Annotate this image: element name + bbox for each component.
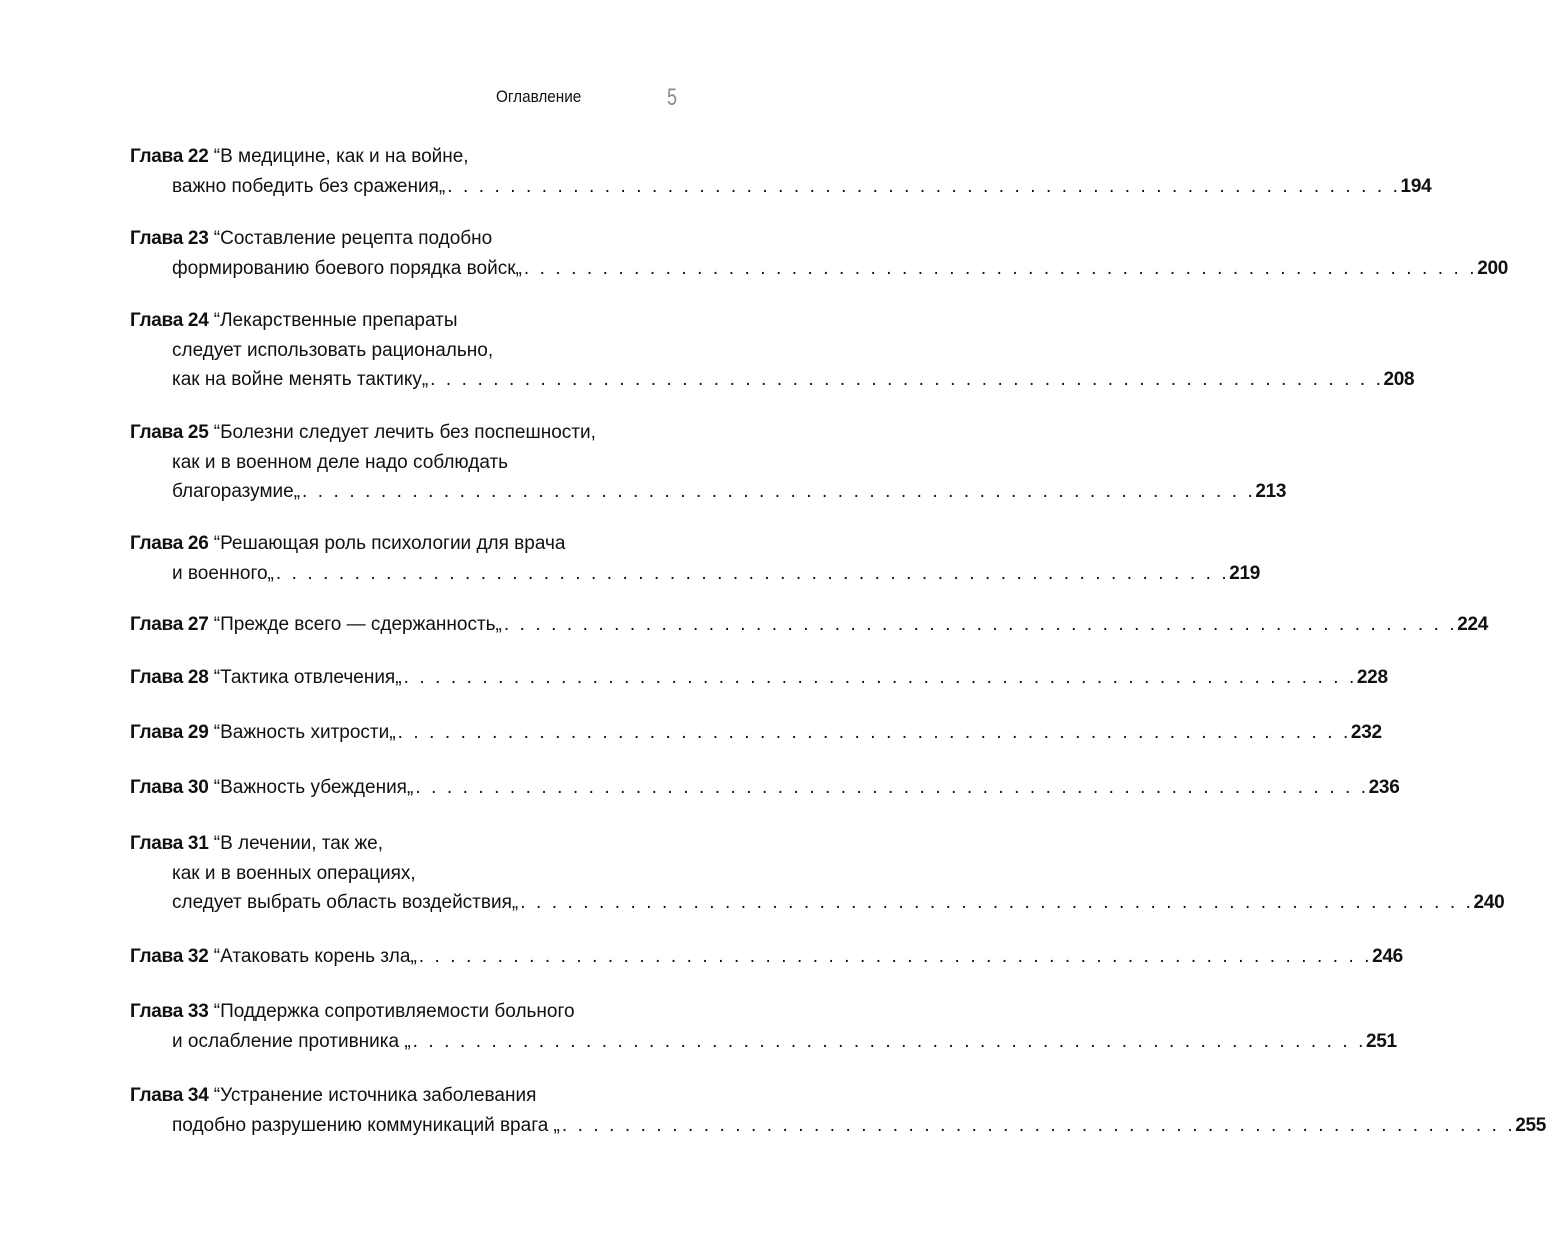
page-reference[interactable]: 255 — [1515, 1114, 1546, 1136]
chapter-title-text: благоразумие„ — [172, 481, 301, 502]
chapter-label: Глава 25 — [130, 422, 209, 443]
dot-leader: . . . . . . . . . . . . . . . . . . . . . . . . . . . . . . . . . . . . . . . . . . . . . . . . . . . . . . . . . . . . . — [523, 257, 1478, 279]
toc-entry-line — [130, 663, 1388, 693]
toc-entry-line — [130, 997, 620, 1027]
toc-entry[interactable] — [130, 942, 1403, 972]
chapter-title-text: и военного„ — [172, 562, 274, 584]
toc-entry[interactable] — [130, 773, 1400, 803]
toc-entry-line — [130, 1027, 1397, 1057]
chapter-title-text: “Атаковать корень зла„ — [213, 946, 417, 967]
dot-leader: . . . . . . . . . . . . . . . . . . . . . . . . . . . . . . . . . . . . . . . . . . . . . . . . . . . . . . . . . . . . . — [520, 892, 1474, 913]
chapter-title-text: “Болезни следует лечить без поспешности, — [213, 422, 596, 443]
toc-entry[interactable] — [130, 1081, 1546, 1140]
chapter-title-text: как и в военном деле надо соблюдать — [172, 451, 509, 473]
toc-entry-line — [130, 477, 1287, 507]
chapter-title-text: важно победить без сражения„ — [172, 175, 446, 197]
chapter-title-text: “Прежде всего — сдержанность„ — [213, 614, 502, 635]
chapter-title-text: “Устранение источника заболевания — [213, 1085, 537, 1106]
page-reference[interactable]: 246 — [1372, 946, 1403, 967]
chapter-label: Глава 34 — [130, 1085, 209, 1106]
chapter-label: Глава 26 — [130, 533, 209, 554]
chapter-label: Глава 28 — [130, 667, 209, 688]
page-reference[interactable]: 219 — [1229, 562, 1261, 584]
chapter-title-text: как на войне менять тактику„ — [172, 369, 429, 390]
toc-entry-line — [130, 559, 1261, 589]
page-reference[interactable]: 228 — [1356, 667, 1388, 688]
toc-entry-line — [130, 448, 620, 478]
chapter-label: Глава 32 — [130, 946, 209, 967]
dot-leader: . . . . . . . . . . . . . . . . . . . . . . . . . . . . . . . . . . . . . . . . . . . . . . . . . . . . . . . . . . . . . — [412, 1030, 1367, 1052]
page-reference[interactable]: 194 — [1400, 175, 1432, 197]
chapter-label: Глава 23 — [130, 228, 209, 249]
toc-entry-line — [130, 942, 1403, 972]
dot-leader: . . . . . . . . . . . . . . . . . . . . . . . . . . . . . . . . . . . . . . . . . . . . . . . . . . . . . . . . . . . . . — [561, 1114, 1516, 1136]
chapter-title-text: “Лекарственные препараты — [213, 310, 458, 331]
toc-entry[interactable] — [130, 663, 1388, 693]
toc-entry-line — [130, 529, 620, 559]
toc-entry-line — [130, 365, 1415, 395]
page-reference[interactable]: 240 — [1473, 892, 1505, 913]
toc-entry-line — [130, 172, 1432, 202]
toc-entry-line — [130, 718, 1382, 748]
chapter-title-text: формированию боевого порядка войск„ — [172, 257, 522, 279]
page-reference[interactable]: 200 — [1477, 257, 1508, 279]
toc-entry-line — [130, 254, 1508, 284]
chapter-title-text: “Тактика отвлечения„ — [213, 667, 402, 688]
dot-leader: . . . . . . . . . . . . . . . . . . . . . . . . . . . . . . . . . . . . . . . . . . . . . . . . . . . . . . . . . . . . . — [275, 562, 1230, 584]
toc-entry[interactable] — [130, 718, 1382, 748]
dot-leader: . . . . . . . . . . . . . . . . . . . . . . . . . . . . . . . . . . . . . . . . . . . . . . . . . . . . . . . . . . . . . — [418, 946, 1373, 967]
toc-entry-line — [130, 859, 620, 889]
header-title: Оглавление — [496, 87, 582, 106]
page-reference[interactable]: 251 — [1366, 1030, 1397, 1052]
toc-entry-line — [130, 142, 620, 172]
toc-entry[interactable] — [130, 142, 1432, 201]
dot-leader: . . . . . . . . . . . . . . . . . . . . . . . . . . . . . . . . . . . . . . . . . . . . . . . . . . . . . . . . . . . . . — [503, 614, 1458, 635]
chapter-title-text: подобно разрушению коммуникаций врага „ — [172, 1114, 560, 1136]
dot-leader: . . . . . . . . . . . . . . . . . . . . . . . . . . . . . . . . . . . . . . . . . . . . . . . . . . . . . . . . . . . . . — [447, 175, 1401, 197]
toc-entry-line — [130, 829, 620, 859]
dot-leader: . . . . . . . . . . . . . . . . . . . . . . . . . . . . . . . . . . . . . . . . . . . . . . . . . . . . . . . . . . . . . — [302, 481, 1256, 502]
chapter-title-text: и ослабление противника „ — [172, 1030, 411, 1052]
page-reference[interactable]: 224 — [1457, 614, 1489, 635]
chapter-title-text: как и в военных операциях, — [172, 862, 416, 884]
chapter-label: Глава 27 — [130, 614, 209, 635]
chapter-title-text: “Поддержка сопротивляемости больного — [213, 1001, 575, 1022]
page-number: 5 — [667, 84, 678, 111]
chapter-label: Глава 22 — [130, 146, 209, 167]
chapter-title-text: “Составление рецепта подобно — [213, 228, 493, 249]
dot-leader: . . . . . . . . . . . . . . . . . . . . . . . . . . . . . . . . . . . . . . . . . . . . . . . . . . . . . . . . . . . . . — [415, 777, 1369, 798]
toc-entry-line — [130, 773, 1400, 803]
chapter-label: Глава 31 — [130, 833, 209, 854]
toc-entry-line — [130, 306, 620, 336]
toc-entry-line — [130, 610, 1489, 640]
toc-entry[interactable] — [130, 610, 1489, 640]
dot-leader: . . . . . . . . . . . . . . . . . . . . . . . . . . . . . . . . . . . . . . . . . . . . . . . . . . . . . . . . . . . . . — [403, 667, 1357, 688]
toc-entry[interactable] — [130, 529, 1261, 588]
toc-entry[interactable] — [130, 224, 1508, 283]
toc-entry-line — [130, 888, 1505, 918]
chapter-title-text: “Важность убеждения„ — [213, 777, 414, 798]
chapter-label: Глава 30 — [130, 777, 209, 798]
toc-entry[interactable] — [130, 997, 1397, 1056]
dot-leader: . . . . . . . . . . . . . . . . . . . . . . . . . . . . . . . . . . . . . . . . . . . . . . . . . . . . . . . . . . . . . — [397, 722, 1351, 743]
chapter-title-text: “В лечении, так же, — [213, 833, 384, 854]
page-reference[interactable]: 236 — [1368, 777, 1400, 798]
toc-entry-line — [130, 1081, 620, 1111]
page-reference[interactable]: 232 — [1350, 722, 1382, 743]
chapter-label: Глава 33 — [130, 1001, 209, 1022]
toc-entry[interactable] — [130, 418, 1287, 507]
dot-leader: . . . . . . . . . . . . . . . . . . . . . . . . . . . . . . . . . . . . . . . . . . . . . . . . . . . . . . . . . . . . . — [430, 369, 1384, 390]
page-reference[interactable]: 213 — [1255, 481, 1287, 502]
toc-entry-line — [130, 224, 620, 254]
chapter-title-text: “Важность хитрости„ — [213, 722, 396, 743]
toc-entry-line — [130, 336, 620, 366]
toc-entry-line — [130, 418, 620, 448]
toc-entry[interactable] — [130, 829, 1505, 918]
toc-entry[interactable] — [130, 306, 1415, 395]
chapter-label: Глава 24 — [130, 310, 209, 331]
chapter-title-text: “Решающая роль психологии для врача — [213, 533, 566, 554]
toc-entry-line — [130, 1111, 1546, 1141]
page-reference[interactable]: 208 — [1383, 369, 1415, 390]
chapter-title-text: следует использовать рационально, — [172, 339, 494, 361]
chapter-title-text: следует выбрать область воздействия„ — [172, 892, 519, 913]
chapter-label: Глава 29 — [130, 722, 209, 743]
chapter-title-text: “В медицине, как и на войне, — [213, 146, 469, 167]
